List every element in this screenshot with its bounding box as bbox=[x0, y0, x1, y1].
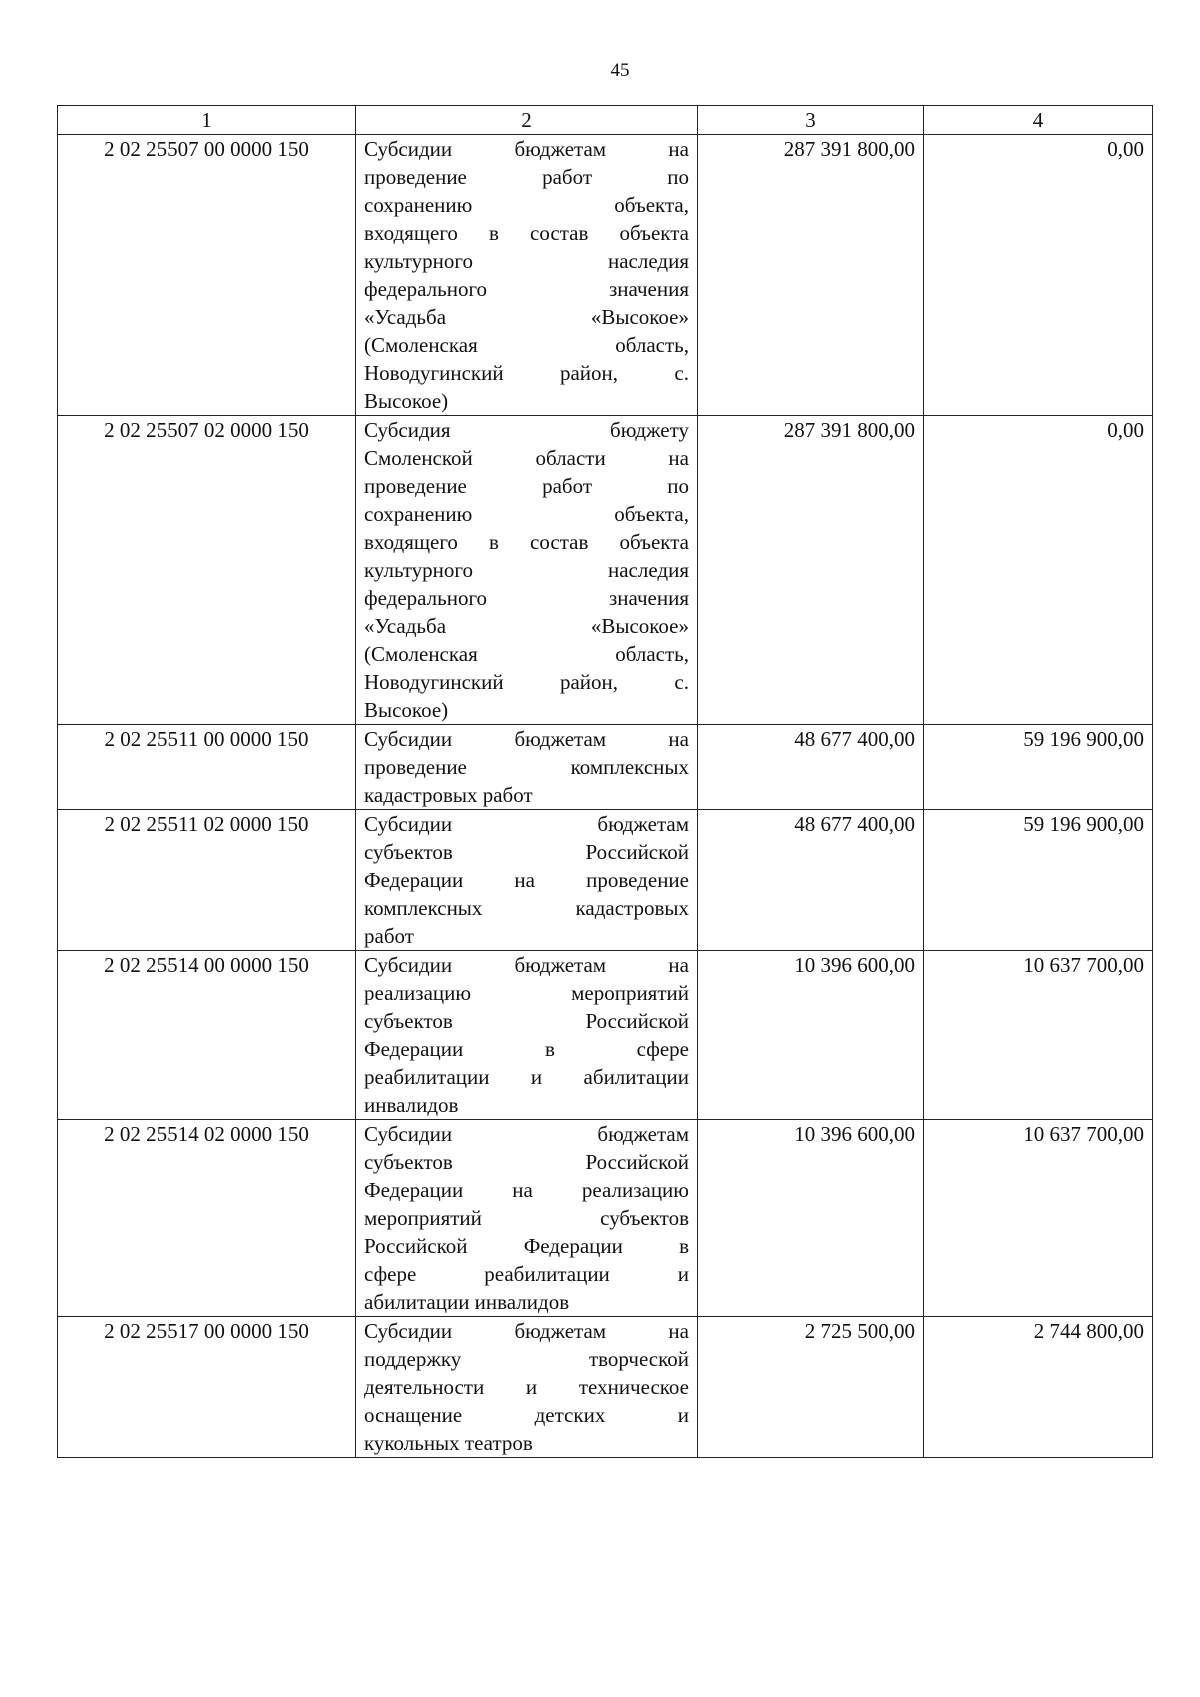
description-line: абилитации инвалидов bbox=[364, 1290, 570, 1314]
description-line: Федерации на реализацию bbox=[364, 1178, 689, 1202]
amount-column-4-cell: 2 744 800,00 bbox=[924, 1317, 1153, 1458]
description-line: «Усадьба «Высокое» bbox=[364, 305, 689, 329]
amount-column-3-cell: 10 396 600,00 bbox=[698, 1120, 924, 1317]
description-line: инвалидов bbox=[364, 1093, 459, 1117]
amount-column-3-cell: 287 391 800,00 bbox=[698, 416, 924, 725]
amount-column-4-cell: 59 196 900,00 bbox=[924, 810, 1153, 951]
description-line: (Смоленская область, bbox=[364, 642, 689, 666]
amount-column-3-cell: 10 396 600,00 bbox=[698, 951, 924, 1120]
budget-table bbox=[57, 105, 1153, 1458]
description-line: мероприятий субъектов bbox=[364, 1206, 689, 1230]
description-cell bbox=[356, 1120, 698, 1317]
description-cell bbox=[356, 810, 698, 951]
description-line: Субсидии бюджетам bbox=[364, 812, 689, 836]
description-line: Субсидии бюджетам на bbox=[364, 1319, 689, 1343]
table-header-row bbox=[58, 106, 1153, 135]
description-line: Субсидии бюджетам bbox=[364, 1122, 689, 1146]
description-line: работ bbox=[364, 924, 414, 948]
description-line: сохранению объекта, bbox=[364, 502, 689, 526]
table-body bbox=[58, 135, 1153, 1458]
description-line: проведение комплексных bbox=[364, 755, 689, 779]
description-line: (Смоленская область, bbox=[364, 333, 689, 357]
budget-code-cell: 2 02 25507 02 0000 150 bbox=[58, 416, 356, 725]
table-row bbox=[58, 416, 1153, 725]
budget-code-cell: 2 02 25511 02 0000 150 bbox=[58, 810, 356, 951]
table-row bbox=[58, 951, 1153, 1120]
description-line: реабилитации и абилитации bbox=[364, 1065, 689, 1089]
description-line: сохранению объекта, bbox=[364, 193, 689, 217]
amount-column-4-cell: 0,00 bbox=[924, 135, 1153, 416]
description-line: Высокое) bbox=[364, 698, 449, 722]
column-header-1: 1 bbox=[58, 106, 356, 135]
description-cell bbox=[356, 135, 698, 416]
column-header-4: 4 bbox=[924, 106, 1153, 135]
description-cell bbox=[356, 951, 698, 1120]
description-line: Российской Федерации в bbox=[364, 1234, 689, 1258]
description-line: поддержку творческой bbox=[364, 1347, 689, 1371]
description-line: федерального значения bbox=[364, 586, 689, 610]
description-line: кадастровых работ bbox=[364, 783, 533, 807]
table-row bbox=[58, 1120, 1153, 1317]
amount-column-4-cell: 59 196 900,00 bbox=[924, 725, 1153, 810]
description-cell bbox=[356, 725, 698, 810]
description-line: субъектов Российской bbox=[364, 840, 689, 864]
amount-column-3-cell: 48 677 400,00 bbox=[698, 810, 924, 951]
description-line: Субсидии бюджетам на bbox=[364, 953, 689, 977]
description-line: Федерации на проведение bbox=[364, 868, 689, 892]
description-line: оснащение детских и bbox=[364, 1403, 689, 1427]
amount-column-3-cell: 287 391 800,00 bbox=[698, 135, 924, 416]
description-line: входящего в состав объекта bbox=[364, 530, 689, 554]
description-line: проведение работ по bbox=[364, 474, 689, 498]
description-line: Новодугинский район, с. bbox=[364, 670, 689, 694]
amount-column-3-cell: 48 677 400,00 bbox=[698, 725, 924, 810]
amount-column-4-cell: 10 637 700,00 bbox=[924, 1120, 1153, 1317]
budget-code-cell: 2 02 25514 02 0000 150 bbox=[58, 1120, 356, 1317]
description-line: Субсидии бюджетам на bbox=[364, 137, 689, 161]
table-row bbox=[58, 135, 1153, 416]
description-line: федерального значения bbox=[364, 277, 689, 301]
description-line: Смоленской области на bbox=[364, 446, 689, 470]
description-line: комплексных кадастровых bbox=[364, 896, 689, 920]
budget-code-cell: 2 02 25511 00 0000 150 bbox=[58, 725, 356, 810]
budget-code-cell: 2 02 25517 00 0000 150 bbox=[58, 1317, 356, 1458]
column-header-3: 3 bbox=[698, 106, 924, 135]
description-line: субъектов Российской bbox=[364, 1150, 689, 1174]
description-cell bbox=[356, 1317, 698, 1458]
description-cell bbox=[356, 416, 698, 725]
column-header-2: 2 bbox=[356, 106, 698, 135]
description-line: культурного наследия bbox=[364, 558, 689, 582]
budget-code-cell: 2 02 25514 00 0000 150 bbox=[58, 951, 356, 1120]
description-line: Федерации в сфере bbox=[364, 1037, 689, 1061]
description-line: субъектов Российской bbox=[364, 1009, 689, 1033]
amount-column-3-cell: 2 725 500,00 bbox=[698, 1317, 924, 1458]
description-line: входящего в состав объекта bbox=[364, 221, 689, 245]
description-line: Субсидии бюджетам на bbox=[364, 727, 689, 751]
table-row bbox=[58, 810, 1153, 951]
description-line: «Усадьба «Высокое» bbox=[364, 614, 689, 638]
description-line: Субсидия бюджету bbox=[364, 418, 689, 442]
description-line: культурного наследия bbox=[364, 249, 689, 273]
description-line: сфере реабилитации и bbox=[364, 1262, 689, 1286]
description-line: реализацию мероприятий bbox=[364, 981, 689, 1005]
description-line: кукольных театров bbox=[364, 1431, 533, 1455]
description-line: Новодугинский район, с. bbox=[364, 361, 689, 385]
amount-column-4-cell: 10 637 700,00 bbox=[924, 951, 1153, 1120]
budget-code-cell: 2 02 25507 00 0000 150 bbox=[58, 135, 356, 416]
amount-column-4-cell: 0,00 bbox=[924, 416, 1153, 725]
table-row bbox=[58, 725, 1153, 810]
description-line: деятельности и техническое bbox=[364, 1375, 689, 1399]
description-line: проведение работ по bbox=[364, 165, 689, 189]
page-number: 45 bbox=[610, 60, 630, 81]
description-line: Высокое) bbox=[364, 389, 449, 413]
table-row bbox=[58, 1317, 1153, 1458]
